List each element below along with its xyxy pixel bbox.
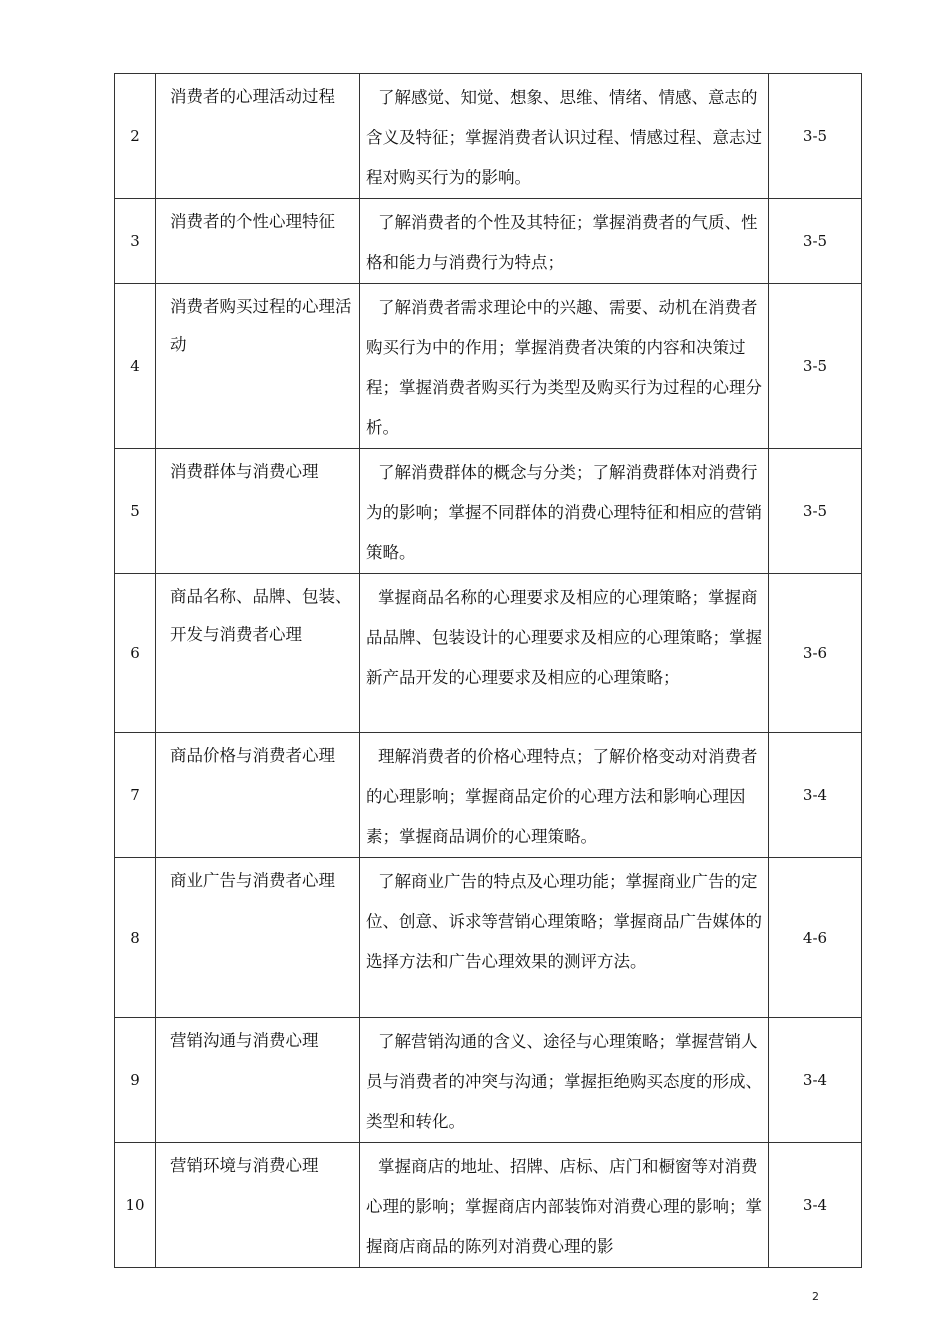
chapter-title: 消费者的心理活动过程 (156, 74, 360, 199)
row-number: 2 (115, 74, 156, 199)
table-row (115, 1018, 862, 1143)
table-row (115, 449, 862, 574)
chapter-content: 理解消费者的价格心理特点；了解价格变动对消费者的心理影响；掌握商品定价的心理方法和影响心理因素；掌握商品调价的心理策略。 (360, 733, 769, 858)
class-hours: 4-6 (769, 858, 862, 1018)
chapter-content: 掌握商店的地址、招牌、店标、店门和橱窗等对消费心理的影响；掌握商店内部装饰对消费心理的影响；掌握商店商品的陈列对消费心理的影 (360, 1143, 769, 1268)
chapter-title: 商品名称、品牌、包装、开发与消费者心理 (156, 574, 360, 733)
class-hours: 3-5 (769, 449, 862, 574)
chapter-title: 商品价格与消费者心理 (156, 733, 360, 858)
row-number: 5 (115, 449, 156, 574)
table-row (115, 574, 862, 733)
chapter-content: 了解消费群体的概念与分类；了解消费群体对消费行为的影响；掌握不同群体的消费心理特征和相应的营销策略。 (360, 449, 769, 574)
chapter-title: 消费群体与消费心理 (156, 449, 360, 574)
chapter-title: 消费者购买过程的心理活动 (156, 284, 360, 449)
row-number: 9 (115, 1018, 156, 1143)
row-number: 4 (115, 284, 156, 449)
row-number: 6 (115, 574, 156, 733)
chapter-content: 了解商业广告的特点及心理功能；掌握商业广告的定位、创意、诉求等营销心理策略；掌握商品广告媒体的选择方法和广告心理效果的测评方法。 (360, 858, 769, 1018)
class-hours: 3-4 (769, 1018, 862, 1143)
chapter-content: 掌握商品名称的心理要求及相应的心理策略；掌握商品品牌、包装设计的心理要求及相应的心理策略；掌握新产品开发的心理要求及相应的心理策略； (360, 574, 769, 733)
table-row (115, 74, 862, 199)
table-row (115, 733, 862, 858)
class-hours: 3-4 (769, 1143, 862, 1268)
chapter-title: 商业广告与消费者心理 (156, 858, 360, 1018)
row-number: 3 (115, 199, 156, 284)
table-row (115, 199, 862, 284)
chapter-title: 消费者的个性心理特征 (156, 199, 360, 284)
syllabus-table-container (114, 73, 826, 1268)
syllabus-table (114, 73, 862, 1268)
chapter-content: 了解感觉、知觉、想象、思维、情绪、情感、意志的含义及特征；掌握消费者认识过程、情感过程、意志过程对购买行为的影响。 (360, 74, 769, 199)
class-hours: 3-5 (769, 74, 862, 199)
class-hours: 3-5 (769, 199, 862, 284)
row-number: 8 (115, 858, 156, 1018)
class-hours: 3-4 (769, 733, 862, 858)
chapter-content: 了解营销沟通的含义、途径与心理策略；掌握营销人员与消费者的冲突与沟通；掌握拒绝购买态度的形成、类型和转化。 (360, 1018, 769, 1143)
row-number: 10 (115, 1143, 156, 1268)
chapter-content: 了解消费者的个性及其特征；掌握消费者的气质、性格和能力与消费行为特点； (360, 199, 769, 284)
chapter-content: 了解消费者需求理论中的兴趣、需要、动机在消费者购买行为中的作用；掌握消费者决策的内容和决策过程；掌握消费者购买行为类型及购买行为过程的心理分析。 (360, 284, 769, 449)
class-hours: 3-6 (769, 574, 862, 733)
table-row (115, 284, 862, 449)
row-number: 7 (115, 733, 156, 858)
chapter-title: 营销沟通与消费心理 (156, 1018, 360, 1143)
chapter-title: 营销环境与消费心理 (156, 1143, 360, 1268)
table-row (115, 1143, 862, 1268)
class-hours: 3-5 (769, 284, 862, 449)
table-row (115, 858, 862, 1018)
page-number: 2 (812, 1290, 819, 1303)
